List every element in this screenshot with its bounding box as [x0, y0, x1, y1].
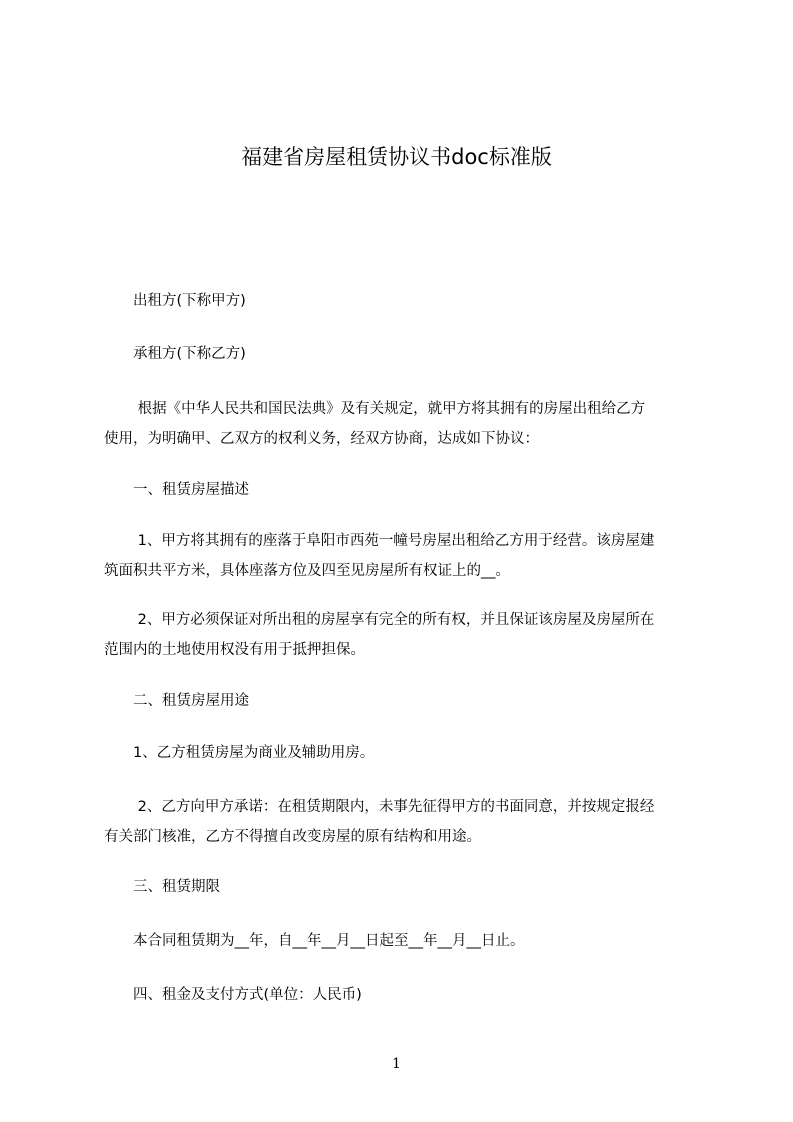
document-title: 福建省房屋租赁协议书doc标准版 — [241, 145, 552, 169]
paragraph-line: 有关部门核准，乙方不得擅自改变房屋的原有结构和用途。 — [104, 829, 481, 845]
paragraph-line: 三、租赁期限 — [104, 879, 220, 895]
paragraph-line: 使用，为明确甲、乙双方的权利义务，经双方协商，达成如下协议： — [104, 431, 539, 447]
paragraph-line: 根据《中华人民共和国民法典》及有关规定，就甲方将其拥有的房屋出租给乙方 — [104, 401, 646, 417]
paragraph-line: 承租方(下称乙方) — [104, 346, 246, 362]
page-number: 1 — [392, 1056, 401, 1072]
paragraph-line: 2、甲方必须保证对所出租的房屋享有完全的所有权，并且保证该房屋及房屋所在 — [104, 612, 655, 628]
section-heading-4 — [104, 980, 714, 1010]
paragraph-line: 1、乙方租赁房屋为商业及辅助用房。 — [104, 745, 375, 761]
paragraph-lessee — [104, 339, 714, 369]
paragraph-line: 二、租赁房屋用途 — [104, 693, 249, 709]
paragraph-line: 一、租赁房屋描述 — [104, 482, 249, 498]
paragraph-line: 出租方(下称甲方) — [104, 293, 246, 309]
paragraph-line: 筑面积共平方米，具体座落方位及四至见房屋所有权证上的__。 — [104, 563, 510, 579]
paragraph-line: 本合同租赁期为__年，自__年__月__日起至__年__月__日止。 — [104, 933, 525, 949]
clause-2-1 — [104, 738, 714, 768]
clause-2-2 — [104, 792, 714, 852]
clause-1-2 — [104, 605, 714, 665]
paragraph-line: 四、租金及支付方式(单位：人民币) — [104, 987, 362, 1003]
paragraph-line: 2、乙方向甲方承诺：在租赁期限内，未事先征得甲方的书面同意，并按规定报经 — [104, 799, 655, 815]
paragraph-line: 1、甲方将其拥有的座落于阜阳市西苑一幢号房屋出租给乙方用于经营。该房屋建 — [104, 533, 655, 549]
clause-1-1 — [104, 526, 714, 586]
clause-3-1 — [104, 926, 714, 956]
section-heading-1 — [104, 475, 714, 505]
paragraph-preamble — [104, 394, 714, 454]
section-heading-3 — [104, 872, 714, 902]
section-heading-2 — [104, 686, 714, 716]
paragraph-lessor — [104, 286, 714, 316]
paragraph-line: 范围内的土地使用权没有用于抵押担保。 — [104, 642, 365, 658]
